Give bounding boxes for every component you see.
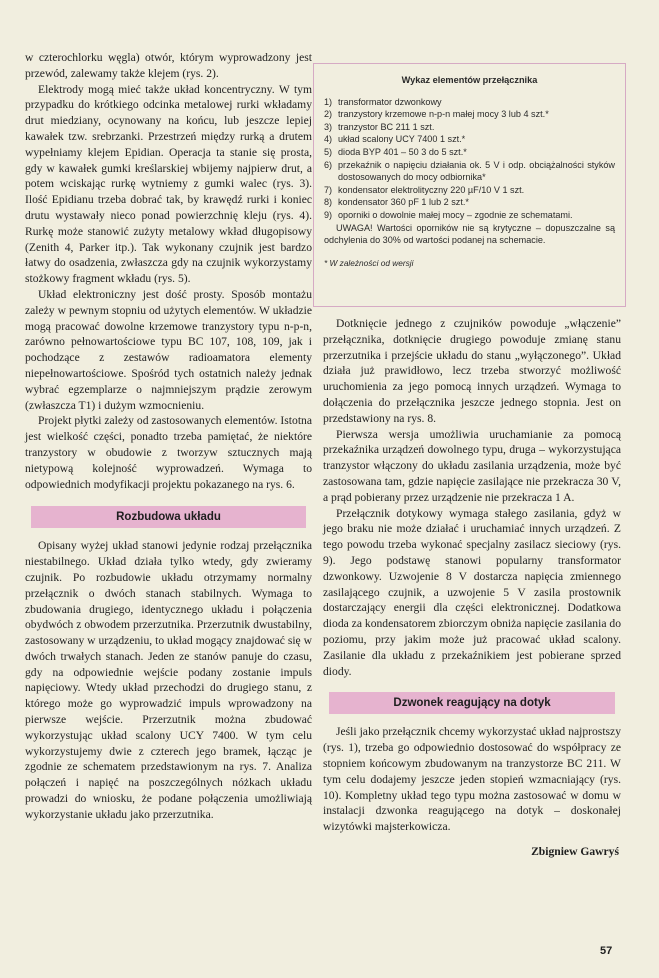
item-text: transformator dzwonkowy bbox=[338, 96, 442, 107]
right-column bbox=[323, 316, 621, 858]
parts-list-item bbox=[324, 184, 615, 197]
paragraph: Dotknięcie jednego z czujników powoduje „włączenie” przełącznika, dotknięcie drugiego powoduje zmianę stanu przerzutnika i przejście układu do stanu „wyłączonego”. Układ działa już prawidłowo, lecz trzeba stworzyć możliwość uruchomienia za jego pomocą innych urządzeń. Wymaga to dołączenia do przełącznika jeszcze jednego stopnia. Jest on przedstawiony na rys. 8. bbox=[323, 317, 621, 425]
item-number: 5) bbox=[324, 146, 333, 157]
parts-list-footnote: * W zależności od wersji bbox=[324, 257, 414, 268]
author-signature: Zbigniew Gawryś bbox=[531, 844, 619, 858]
item-text: dioda BYP 401 – 50 3 do 5 szt.* bbox=[338, 146, 467, 157]
left-column bbox=[25, 50, 312, 823]
parts-list-item bbox=[324, 133, 615, 146]
item-number: 1) bbox=[324, 96, 333, 107]
item-number: 7) bbox=[324, 184, 333, 195]
item-text: tranzystor BC 211 1 szt. bbox=[338, 121, 435, 132]
item-number: 4) bbox=[324, 134, 333, 145]
parts-list-item bbox=[324, 121, 615, 134]
item-number: 6) bbox=[324, 159, 333, 170]
item-number: 9) bbox=[324, 209, 333, 220]
paragraph: Projekt płytki zależy od zastosowanych elementów. Istotna jest wielkość części, ponadto trzeba pamiętać, że niektóre tranzystory w obudowie z tworzyw sztucznych mają nietypową kolejność wyprowadzeń. Wymaga to odpowiednich modyfikacji projektu pokazanego na rys. 6. bbox=[25, 414, 312, 491]
item-text: przekaźnik o napięciu działania ok. 5 V i odp. obciążalności styków dostosowanych do mocy odbiornika* bbox=[338, 159, 615, 183]
paragraph: Opisany wyżej układ stanowi jedynie rodzaj przełącznika niestabilnego. Układ działa tylko wtedy, gdy zwieramy czujnik. Po rozbudowie układu otrzymamy normalny przełącznik o dwóch stanach stabilnych. Wymaga to zbudowania drugiego, identycznego układu i połączenia obydwóch z obwodem przerzutnika. Przerzutnik dwustabilny, zastosowany w urządzeniu, to układ mogący znajdować się w dwóch trwałych stanach. Jeden ze stanów panuje do czasu, gdy na odpowiednie wejście podany zostanie impuls napięciowy. Wtedy układ przechodzi do drugiego stanu, z którego może go wyprowadzić impuls wprowadzony na pierwsze wejście. Przerzutnik można zbudować wykorzystując układ scalony UCY 7400. W tym celu wykorzystujemy dwie z czterech jego bramek, łącząc je zgodnie ze schematem przedstawionym na rys. 7. Analiza połączeń i napięć na poszczególnych nóżkach układu prowadzi do wniosku, że podane połączenia umożliwiają wykorzystanie układu jako przerzutnika. bbox=[25, 539, 312, 821]
parts-list-box bbox=[313, 63, 626, 307]
parts-list-item bbox=[324, 146, 615, 159]
section-heading-dzwonek: Dzwonek reagujący na dotyk bbox=[329, 692, 615, 714]
item-text: kondensator elektrolityczny 220 µF/10 V 1 szt. bbox=[338, 184, 525, 195]
parts-list-warning: UWAGA! Wartości oporników nie są krytyczne – dopuszczalne są odchylenia do 30% od wartości podanej na schemacie. bbox=[324, 222, 615, 246]
parts-list-item bbox=[324, 96, 615, 109]
item-text: kondensator 360 pF 1 lub 2 szt.* bbox=[338, 197, 469, 208]
section-heading-rozbudowa: Rozbudowa układu bbox=[31, 506, 306, 528]
page-number: 57 bbox=[600, 945, 613, 957]
item-number: 3) bbox=[324, 121, 333, 132]
parts-list-item bbox=[324, 209, 615, 222]
item-number: 2) bbox=[324, 109, 333, 120]
parts-list-item bbox=[324, 159, 615, 184]
parts-list-title: Wykaz elementów przełącznika bbox=[401, 75, 538, 85]
paragraph: Jeśli jako przełącznik chcemy wykorzystać układ najprostszy (rys. 1), trzeba go odpowiednio dostosować do współpracy ze stopniem końcowym zbudowanym na tranzystorze BC 211. W tym celu dodajemy jeszcze jeden stopień wzmacniający (rys. 10). Kompletny układ tego typu można zastosować w domu w instalacji dzwonka reagującego na dotyk – doskonałej wizytówki majsterkowicza. bbox=[323, 725, 621, 834]
paragraph: Układ elektroniczny jest dość prosty. Sposób montażu zależy w pewnym stopniu od użytych elementów. W układzie mogą pracować dowolne krzemowe tranzystory typu n-p-n, zarówno pełnowartościowe typu BC 107, 108, 109, jak i pochodzące z zestawów radioamatora elementy niepełnowartościowe. Spośród tych ostatnich należy jednak wybrać egzemplarze o najmniejszym prądzie zerowym (zwłaszcza T1) i dużym wzmocnieniu. bbox=[25, 287, 312, 412]
item-text: oporniki o dowolnie małej mocy – zgodnie ze schematami. bbox=[338, 209, 573, 220]
paragraph: Przełącznik dotykowy wymaga stałego zasilania, gdyż w jego braku nie może działać i uruchamiać innych urządzeń. Z tego powodu trzeba wykonać specjalny zasilacz sieciowy (rys. 9). Jego podstawę stanowi popularny transformator dzwonkowy. Uzwojenie 8 V dostarcza napięcia zmiennego zasilającego czujnik, a uzwojenie 5 V zasila prostownik dostarczający energii dla części elektronicznej. Dodatkowa dioda za kondensatorem zbiorczym obniża napięcie zasilania do poziomu, przy jakim może już pracować układ scalony. Zasilanie dla układu z przekaźnikiem jest pobierane sprzed diody. bbox=[323, 506, 621, 678]
item-number: 8) bbox=[324, 197, 333, 208]
item-text: układ scalony UCY 7400 1 szt.* bbox=[338, 134, 466, 145]
parts-list-item bbox=[324, 108, 615, 121]
paragraph: Pierwsza wersja umożliwia uruchamianie za pomocą przekaźnika urządzeń dowolnego typu, druga – wykorzystująca tranzystor włączony do układu zasilania urządzenia, może być zastosowana tam, gdzie napięcie zasilające nie przekracza 30 V, a prąd pobierany przez urządzenie nie przekracza 1 A. bbox=[323, 427, 621, 504]
item-text: tranzystory krzemowe n-p-n małej mocy 3 lub 4 szt.* bbox=[338, 109, 549, 120]
paragraph: Elektrody mogą mieć także układ koncentryczny. W tym przypadku do krótkiego odcinka metalowej rurki wkładamy drut miedziany, ocynowany na końcu, lub jeszcze lepiej kawałek tzw. srebrzanki. Przestrzeń między rurką a drutem wypełniamy klejem Epidian. Operacja ta stanie się prosta, gdy w kawałek gumki kreślarskiej wbijemy najpierw drut, a potem wciskając rurkę wytniemy z gumki walec (rys. 3). Ilość Epidianu trzeba dobrać tak, by krawędź rurki i koniec drutu wystawały nieco ponad powierzchnię kleju (rys. 4). Rurkę może stanowić zużyty metalowy wkład długopisowy (Zenith 4, Parker itp.). Tak wykonany czujnik jest bardzo łatwy do osadzenia, zwłaszcza gdy na czujnik wykorzystamy stożkowy fragment wkładu (rys. 5). bbox=[25, 82, 312, 286]
parts-list-item bbox=[324, 196, 615, 209]
paragraph: w czterochlorku węgla) otwór, którym wyprowadzony jest przewód, zalewamy także klejem (rys. 2). bbox=[25, 51, 312, 80]
